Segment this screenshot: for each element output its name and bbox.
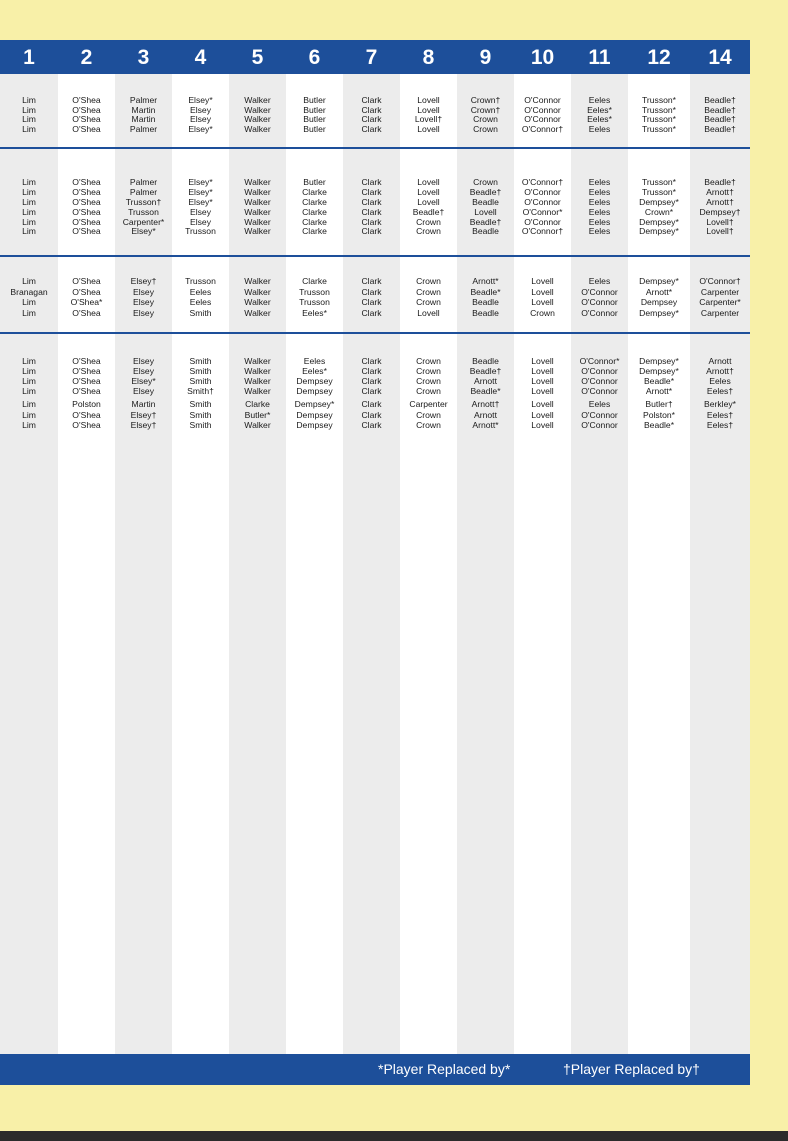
player-cell: Walker xyxy=(244,297,271,307)
player-cell: Beadle* xyxy=(470,286,501,297)
player-cell: O'Shea xyxy=(72,187,101,197)
player-cell: Clark xyxy=(361,187,382,197)
player-cell: Smith xyxy=(189,366,212,376)
player-cell: O'Connor xyxy=(524,197,561,207)
player-cell: Crown xyxy=(416,217,441,227)
player-cell: Eeles† xyxy=(706,409,734,420)
player-cell: Eeles* xyxy=(587,114,612,124)
player-cell: Crown* xyxy=(644,207,674,217)
column-header: 11 xyxy=(588,46,611,69)
player-cell: Elsey xyxy=(132,286,154,297)
player-cell: Butler† xyxy=(645,399,673,409)
player-cell: Clark xyxy=(361,123,382,134)
player-cell: Smith xyxy=(189,419,212,430)
player-cell: Arnott xyxy=(474,409,497,420)
player-cell: Lovell xyxy=(531,419,554,430)
player-cell: O'Connor xyxy=(524,217,561,227)
player-cell: O'Connor† xyxy=(521,226,564,236)
player-cell: Walker xyxy=(244,207,271,217)
player-cell: Dempsey* xyxy=(294,399,335,409)
player-cell: O'Shea xyxy=(72,356,101,366)
player-cell: Lim xyxy=(22,419,36,430)
player-cell: Butler xyxy=(303,177,326,187)
column-header: 9 xyxy=(479,46,492,69)
player-cell: Lovell xyxy=(417,307,440,318)
player-cell: Crown xyxy=(416,376,441,386)
player-cell: O'Connor* xyxy=(579,356,620,366)
player-cell: Carpenter xyxy=(700,286,740,297)
player-cell: Crown† xyxy=(470,95,501,105)
player-cell: Crown xyxy=(416,286,441,297)
player-cell: Lim xyxy=(22,187,36,197)
player-cell: Trusson xyxy=(128,207,159,217)
player-cell: Eeles* xyxy=(587,104,612,115)
player-cell: Palmer xyxy=(129,187,158,197)
player-cell: Elsey* xyxy=(188,197,213,207)
player-cell: Eeles xyxy=(189,297,212,307)
player-cell: Martin xyxy=(131,114,156,124)
page-edge xyxy=(0,1131,788,1141)
player-cell: Trusson* xyxy=(641,187,677,197)
player-cell: Dempsey xyxy=(296,419,333,430)
player-cell: Elsey* xyxy=(188,95,213,105)
player-cell: O'Connor xyxy=(581,366,618,376)
player-cell: Smith xyxy=(189,307,212,318)
column-header: 3 xyxy=(137,46,150,69)
player-cell: Martin xyxy=(131,399,156,409)
player-cell: Lovell xyxy=(531,276,554,286)
column-header: 8 xyxy=(422,46,435,69)
player-cell: O'Connor xyxy=(581,307,618,318)
player-cell: O'Connor xyxy=(524,187,561,197)
player-cell: Clarke xyxy=(302,217,327,227)
player-cell: Clarke xyxy=(302,276,327,286)
player-cell: Trusson xyxy=(299,297,330,307)
player-cell: Dempsey xyxy=(296,376,333,386)
player-cell: Walker xyxy=(244,187,271,197)
player-cell: Walker xyxy=(244,177,271,187)
player-cell: Crown xyxy=(416,276,441,286)
player-cell: Beadle* xyxy=(643,376,675,386)
player-cell: Palmer xyxy=(129,177,158,187)
column-header-bar xyxy=(0,40,750,74)
player-cell: Lovell xyxy=(417,177,440,187)
player-cell: Eeles xyxy=(588,226,611,236)
player-cell: Crown xyxy=(416,409,441,420)
player-cell: O'Shea xyxy=(72,114,101,124)
player-cell: Crown† xyxy=(470,104,501,115)
player-cell: Clark xyxy=(361,399,382,409)
player-cell: O'Connor xyxy=(581,297,618,307)
player-cell: Clark xyxy=(361,366,382,376)
player-cell: Clark xyxy=(361,177,382,187)
column-header: 6 xyxy=(308,46,321,69)
player-cell: Lovell xyxy=(417,187,440,197)
column-header: 5 xyxy=(251,46,264,69)
player-cell: Beadle† xyxy=(412,207,445,217)
player-cell: Butler xyxy=(303,104,326,115)
player-cell: O'Connor xyxy=(581,419,618,430)
player-cell: Butler xyxy=(303,114,326,124)
player-cell: Arnott† xyxy=(706,197,734,207)
player-cell: Lim xyxy=(22,276,36,286)
player-cell: O'Connor* xyxy=(522,207,563,217)
player-cell: Dempsey* xyxy=(639,356,679,366)
player-cell: Butler xyxy=(303,95,326,105)
player-cell: Lim xyxy=(22,356,36,366)
player-cell: Berkley* xyxy=(704,399,736,409)
player-cell: O'Connor† xyxy=(699,276,741,286)
player-cell: Eeles xyxy=(588,187,611,197)
player-cell: Eeles* xyxy=(302,307,327,318)
player-cell: O'Shea xyxy=(72,197,101,207)
player-cell: Elsey* xyxy=(188,187,213,197)
player-cell: Crown xyxy=(473,123,498,134)
player-cell: Lovell xyxy=(417,123,440,134)
player-cell: Lovell xyxy=(417,95,440,105)
player-cell: Arnott xyxy=(474,376,497,386)
player-cell: O'Shea xyxy=(72,276,101,286)
player-cell: Dempsey xyxy=(640,297,678,307)
player-cell: O'Connor xyxy=(581,376,618,386)
player-cell: Clark xyxy=(361,356,382,366)
player-cell: Walker xyxy=(244,95,271,105)
player-cell: Carpenter xyxy=(700,307,740,318)
player-cell: Smith† xyxy=(187,386,214,396)
player-cell: Beadle* xyxy=(643,419,675,430)
player-cell: Eeles xyxy=(189,286,212,297)
group-separator xyxy=(0,147,750,149)
player-cell: Dempsey* xyxy=(639,217,679,227)
player-cell: Clarke xyxy=(302,207,327,217)
player-cell: Elsey xyxy=(189,114,211,124)
column-header: 1 xyxy=(23,46,35,69)
player-cell: Elsey xyxy=(189,207,211,217)
player-cell: Eeles xyxy=(588,123,611,134)
player-cell: Walker xyxy=(244,276,271,286)
column-header: 10 xyxy=(530,46,555,69)
player-cell: O'Connor† xyxy=(521,123,564,134)
player-cell: Clark xyxy=(361,197,382,207)
player-cell: Eeles† xyxy=(706,419,734,430)
player-cell: Beadle xyxy=(472,197,499,207)
player-cell: O'Connor xyxy=(581,386,618,396)
player-cell: Lim xyxy=(22,177,36,187)
player-cell: O'Shea xyxy=(72,307,101,318)
player-cell: Dempsey† xyxy=(699,207,741,217)
player-cell: Lim xyxy=(22,95,36,105)
player-cell: Trusson† xyxy=(125,197,162,207)
player-cell: Polston* xyxy=(642,409,675,420)
player-cell: O'Connor xyxy=(524,95,561,105)
player-cell: Lovell† xyxy=(706,217,734,227)
player-cell: Beadle† xyxy=(469,187,502,197)
lineup-sheet xyxy=(0,40,750,1085)
player-cell: Beadle† xyxy=(704,123,736,134)
player-cell: Dempsey xyxy=(296,386,333,396)
player-cell: Lovell xyxy=(531,297,554,307)
player-cell: Crown xyxy=(416,366,441,376)
player-cell: Eeles xyxy=(588,95,611,105)
player-cell: Walker xyxy=(244,386,271,396)
player-cell: Beadle† xyxy=(704,95,736,105)
player-cell: Clark xyxy=(361,307,382,318)
player-cell: Walker xyxy=(244,376,271,386)
player-cell: Polston xyxy=(72,399,101,409)
footnote-dagger: †Player Replaced by† xyxy=(563,1061,700,1077)
player-cell: Eeles* xyxy=(302,366,327,376)
player-cell: Trusson* xyxy=(641,104,677,115)
player-cell: Walker xyxy=(244,114,271,124)
player-cell: Trusson* xyxy=(641,177,677,187)
player-cell: Walker xyxy=(244,419,271,430)
player-cell: O'Connor xyxy=(524,104,561,115)
footnote-star: *Player Replaced by* xyxy=(378,1061,511,1077)
group-separator xyxy=(0,255,750,257)
player-cell: Clark xyxy=(361,226,382,236)
player-cell: Lovell† xyxy=(706,226,734,236)
player-cell: Lovell xyxy=(531,286,554,297)
player-cell: O'Shea xyxy=(72,366,101,376)
player-cell: Lovell xyxy=(417,197,440,207)
player-cell: O'Connor† xyxy=(521,177,564,187)
player-cell: Beadle† xyxy=(704,104,736,115)
player-cell: Trusson xyxy=(299,286,330,297)
column-header: 7 xyxy=(365,46,378,69)
player-cell: Beadle xyxy=(472,307,499,318)
player-cell: Crown xyxy=(416,419,441,430)
player-cell: Lim xyxy=(22,409,36,420)
player-cell: Walker xyxy=(244,307,271,318)
player-cell: Martin xyxy=(131,104,156,115)
player-cell: O'Shea xyxy=(72,226,101,236)
player-cell: Clark xyxy=(361,95,382,105)
player-cell: O'Shea xyxy=(72,177,101,187)
player-cell: Elsey xyxy=(132,297,154,307)
player-cell: Walker xyxy=(244,286,271,297)
player-cell: O'Shea xyxy=(72,419,101,430)
player-cell: Dempsey* xyxy=(639,307,679,318)
player-cell: Elsey† xyxy=(130,276,157,286)
player-cell: Clark xyxy=(361,114,382,124)
player-cell: Lovell xyxy=(531,366,554,376)
player-cell: Trusson xyxy=(185,276,216,286)
group-separator xyxy=(0,332,750,334)
player-cell: Branagan xyxy=(10,286,48,297)
column-header: 2 xyxy=(80,46,93,69)
player-cell: Crown xyxy=(530,307,555,318)
player-cell: O'Shea xyxy=(72,376,101,386)
player-cell: O'Shea xyxy=(72,95,101,105)
player-cell: Lovell xyxy=(531,399,554,409)
player-cell: Eeles xyxy=(588,399,611,409)
player-cell: Clark xyxy=(361,217,382,227)
player-cell: Smith xyxy=(189,399,212,409)
player-cell: Clark xyxy=(361,207,382,217)
player-cell: Carpenter xyxy=(409,399,448,409)
player-cell: Walker xyxy=(244,226,271,236)
player-cell: Clark xyxy=(361,297,382,307)
player-cell: Clarke xyxy=(302,226,327,236)
player-cell: Elsey* xyxy=(131,226,156,236)
player-cell: Elsey* xyxy=(188,177,213,187)
player-cell: Carpenter* xyxy=(699,297,741,307)
player-cell: Trusson* xyxy=(641,95,677,105)
player-cell: Lim xyxy=(22,114,36,124)
player-cell: Elsey xyxy=(132,307,154,318)
player-cell: Lim xyxy=(22,123,36,134)
player-cell: Walker xyxy=(244,104,271,115)
player-cell: Clark xyxy=(361,104,382,115)
player-cell: O'Shea xyxy=(72,104,101,115)
player-cell: Butler* xyxy=(244,409,271,420)
player-cell: Beadle xyxy=(472,226,499,236)
player-cell: Lim xyxy=(22,399,36,409)
player-cell: Walker xyxy=(244,356,271,366)
player-cell: Arnott* xyxy=(472,419,499,430)
player-cell: Walker xyxy=(244,366,271,376)
player-cell: Elsey xyxy=(189,217,211,227)
player-cell: O'Shea* xyxy=(70,297,103,307)
player-cell: O'Connor xyxy=(524,114,561,124)
player-cell: Lim xyxy=(22,307,36,318)
player-cell: Eeles xyxy=(588,207,611,217)
player-cell: Butler xyxy=(303,123,326,134)
player-cell: O'Shea xyxy=(72,207,101,217)
player-cell: Clarke xyxy=(245,399,270,409)
player-cell: Lim xyxy=(22,386,36,396)
player-cell: Dempsey* xyxy=(639,366,679,376)
player-cell: O'Shea xyxy=(72,123,101,134)
player-cell: Elsey xyxy=(132,366,154,376)
player-cell: Arnott* xyxy=(472,276,499,286)
player-cell: Lovell† xyxy=(414,114,443,124)
player-cell: Dempsey xyxy=(296,409,333,420)
player-cell: Lim xyxy=(22,366,36,376)
player-cell: Walker xyxy=(244,197,271,207)
player-cell: Eeles† xyxy=(706,386,734,396)
player-cell: Lim xyxy=(22,297,36,307)
player-cell: Lovell xyxy=(417,104,440,115)
player-cell: Clarke xyxy=(302,187,327,197)
player-cell: Beadle† xyxy=(469,217,502,227)
player-cell: Elsey† xyxy=(130,409,157,420)
player-cell: Trusson* xyxy=(641,114,677,124)
player-cell: Walker xyxy=(244,123,271,134)
player-cell: Lim xyxy=(22,226,36,236)
player-cell: Beadle† xyxy=(704,177,736,187)
player-cell: Lim xyxy=(22,197,36,207)
player-cell: Trusson* xyxy=(641,123,677,134)
player-cell: Clarke xyxy=(302,197,327,207)
player-cell: Lovell xyxy=(531,376,554,386)
player-cell: O'Shea xyxy=(72,286,101,297)
player-cell: Beadle xyxy=(472,356,499,366)
player-cell: Beadle† xyxy=(704,114,736,124)
player-cell: Beadle* xyxy=(470,386,501,396)
player-cell: Beadle† xyxy=(469,366,502,376)
player-cell: O'Connor xyxy=(581,409,618,420)
player-cell: Walker xyxy=(244,217,271,227)
player-cell: Clark xyxy=(361,376,382,386)
player-cell: Palmer xyxy=(129,123,158,134)
player-cell: Crown xyxy=(473,114,498,124)
player-cell: Arnott* xyxy=(645,286,673,297)
player-cell: Lim xyxy=(22,104,36,115)
player-cell: Lovell xyxy=(531,356,554,366)
player-cell: Crown xyxy=(416,356,441,366)
player-cell: Arnott† xyxy=(706,187,734,197)
player-cell: Trusson xyxy=(185,226,216,236)
player-cell: Clark xyxy=(361,419,382,430)
player-cell: Dempsey* xyxy=(639,276,679,286)
player-cell: Lim xyxy=(22,207,36,217)
player-cell: Arnott xyxy=(708,356,732,366)
column-header: 4 xyxy=(194,46,207,69)
player-cell: Eeles xyxy=(588,197,611,207)
player-cell: Lim xyxy=(22,376,36,386)
player-cell: Eeles xyxy=(588,217,611,227)
player-cell: Eeles xyxy=(709,376,731,386)
player-cell: Eeles xyxy=(588,276,611,286)
player-cell: O'Shea xyxy=(72,386,101,396)
player-cell: Smith xyxy=(189,409,212,420)
player-cell: Eeles xyxy=(303,356,326,366)
player-cell: Dempsey* xyxy=(639,197,679,207)
player-cell: Carpenter* xyxy=(122,217,165,227)
player-cell: Arnott† xyxy=(706,366,734,376)
player-cell: Clark xyxy=(361,386,382,396)
player-cell: Crown xyxy=(416,386,441,396)
player-cell: Palmer xyxy=(129,95,158,105)
player-cell: O'Shea xyxy=(72,409,101,420)
player-cell: Arnott* xyxy=(645,386,673,396)
player-cell: Arnott† xyxy=(471,399,500,409)
player-cell: Clark xyxy=(361,286,382,297)
player-cell: Elsey xyxy=(189,104,211,115)
player-cell: Beadle xyxy=(472,297,499,307)
player-cell: Lovell xyxy=(474,207,497,217)
player-cell: Elsey* xyxy=(131,376,156,386)
player-cell: Smith xyxy=(189,356,212,366)
player-cell: Elsey xyxy=(132,356,154,366)
player-cell: Lovell xyxy=(531,386,554,396)
player-cell: Elsey* xyxy=(188,123,213,134)
player-cell: Clark xyxy=(361,409,382,420)
footer-bar xyxy=(0,1054,750,1085)
player-cell: Smith xyxy=(189,376,212,386)
player-cell: Eeles xyxy=(588,177,611,187)
player-cell: Lim xyxy=(22,217,36,227)
column-header: 12 xyxy=(647,46,671,69)
player-cell: Dempsey* xyxy=(639,226,679,236)
player-cell: O'Shea xyxy=(72,217,101,227)
player-cell: Crown xyxy=(416,226,441,236)
player-cell: Crown xyxy=(416,297,441,307)
player-cell: Lovell xyxy=(531,409,554,420)
column-header: 14 xyxy=(708,46,732,69)
player-cell: Elsey xyxy=(132,386,154,396)
player-cell: O'Connor xyxy=(581,286,618,297)
player-cell: Clark xyxy=(361,276,382,286)
player-cell: Crown xyxy=(473,177,498,187)
player-cell: Elsey† xyxy=(130,419,157,430)
